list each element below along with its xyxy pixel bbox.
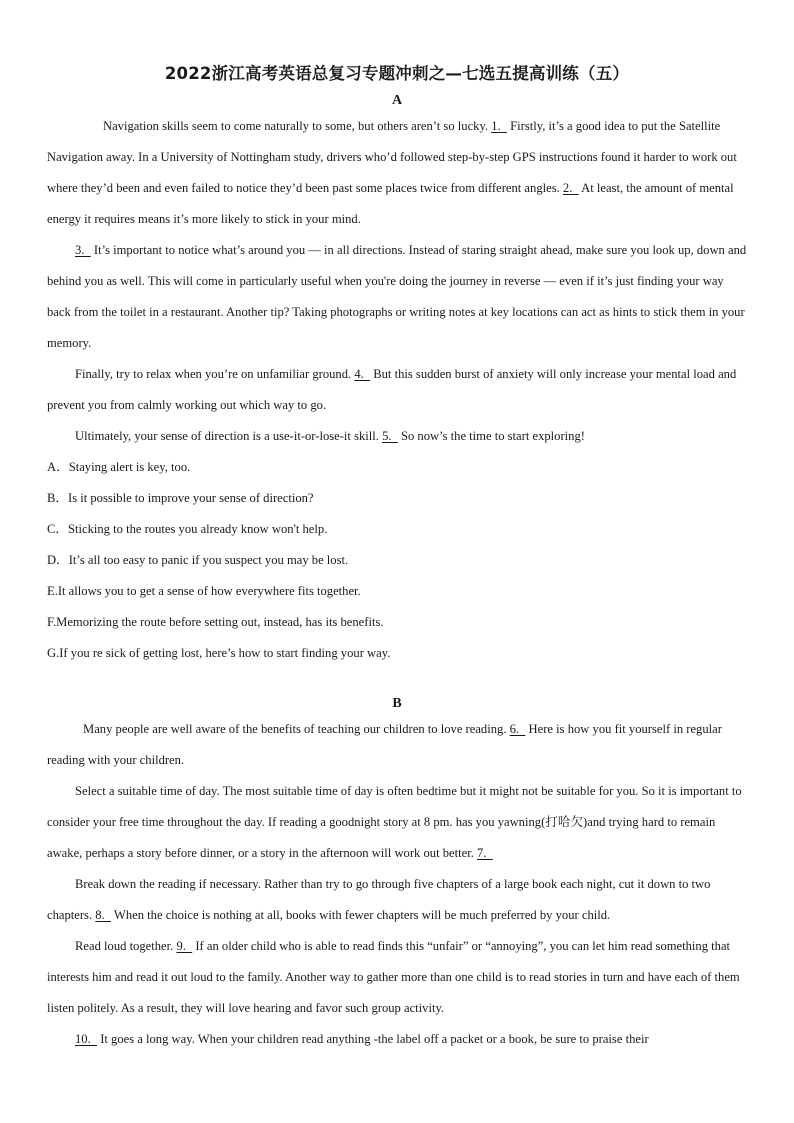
answer-blank-3: 3. <box>75 243 91 257</box>
text-run: Break down the reading if necessary. Rather than try to go through five chapters of a large book each night, cut it down to two chapters. <box>47 877 711 922</box>
text-run: When the choice is nothing at all, books with fewer chapters will be much preferred by your child. <box>111 908 611 922</box>
text-run: Finally, try to relax when you’re on unfamiliar ground. <box>75 367 355 381</box>
section-b-heading: B <box>392 696 402 711</box>
section-b-paragraph-2 <box>47 776 747 869</box>
option-e: E.It allows you to get a sense of how everywhere fits together. <box>47 584 361 598</box>
text-run: Read loud together. <box>75 939 177 953</box>
text-run: But this sudden burst of anxiety will only increase your mental load and prevent you from calmly working out which way to go. <box>47 367 737 412</box>
text-run: At least, the amount of mental energy it requires means it’s more likely to stick in your mind. <box>47 181 734 226</box>
answer-blank-5: 5. <box>382 429 398 443</box>
answer-blank-7: 7. <box>477 846 493 860</box>
text-run: Firstly, it’s a good idea to put the Satellite Navigation away. In a University of Nottingham study, drivers who’d followed step-by-step GPS instructions found it harder to work out where they’d been and even failed to notice they’d been past some places twice from different angles. <box>47 119 737 195</box>
section-a-paragraph-4 <box>47 421 747 452</box>
answer-blank-10: 10. <box>75 1032 98 1046</box>
answer-blank-6: 6. <box>509 722 526 736</box>
text-run: So now’s the time to start exploring! <box>397 429 585 443</box>
section-b-body <box>47 714 747 1055</box>
text-run: Many people are well aware of the benefits of teaching our children to love reading. <box>83 722 510 736</box>
option-f: F.Memorizing the route before setting out, instead, has its benefits. <box>47 615 384 629</box>
section-a-heading: A <box>391 93 403 108</box>
page-title: 2022浙江高考英语总复习专题冲刺之—七选五提高训练（五） <box>164 64 630 83</box>
section-a-body <box>47 111 747 669</box>
text-run: It goes a long way. When your children read anything -the label off a packet or a book, be sure to praise their <box>97 1032 649 1046</box>
option-a: A．Staying alert is key, too. <box>47 460 191 474</box>
text-run: Ultimately, your sense of direction is a use-it-or-lose-it skill. <box>75 429 383 443</box>
option-d: D．It’s all too easy to panic if you suspect you may be lost. <box>47 553 349 567</box>
text-run: Select a suitable time of day. The most suitable time of day is often bedtime but it might not be suitable for you. So it is important to consider your free time throughout the day. If reading a goodnight story at 8 pm. has you yawning(打哈欠)and trying hard to remain awake, perhaps a story before dinner, or a story in the afternoon will work out better. <box>47 784 742 860</box>
option-g: G.If you re sick of getting lost, here’s how to start finding your way. <box>47 646 391 660</box>
text-run: Here is how you fit yourself in regular reading with your children. <box>47 722 722 767</box>
section-b-paragraph-3 <box>47 869 747 931</box>
answer-blank-9: 9. <box>176 939 193 953</box>
text-run: Navigation skills seem to come naturally to some, but others aren’t so lucky. <box>103 119 492 133</box>
section-a-paragraph-1 <box>47 111 747 235</box>
section-a-paragraph-3 <box>47 359 747 421</box>
option-b: B．Is it possible to improve your sense of direction? <box>47 491 314 505</box>
option-c: C．Sticking to the routes you already know won't help. <box>47 522 328 536</box>
text-run: It’s important to notice what’s around you — in all directions. Instead of staring straight ahead, make sure you look up, down and behind you as well. This will come in particularly useful when you're doing the journey in reverse — even if it’s just finding your way back from the toilet in a restaurant. Another tip? Taking photographs or writing notes at key locations can act as hints to stick them in your memory. <box>47 243 747 350</box>
section-b-paragraph-5 <box>47 1024 747 1055</box>
section-b-paragraph-4 <box>47 931 747 1024</box>
section-a-paragraph-2 <box>47 235 747 359</box>
answer-blank-4: 4. <box>354 367 371 381</box>
section-b-paragraph-1 <box>47 714 747 776</box>
answer-blank-2: 2. <box>562 181 579 195</box>
answer-blank-1: 1. <box>491 119 507 133</box>
text-run: If an older child who is able to read finds this “unfair” or “annoying”, you can let him read something that interests him and read it out loud to the family. Another way to gather more than one child is to read stories in turn and have each of them listen politely. As a result, they will love hearing and favor such group activity. <box>47 939 740 1015</box>
answer-blank-8: 8. <box>95 908 112 922</box>
